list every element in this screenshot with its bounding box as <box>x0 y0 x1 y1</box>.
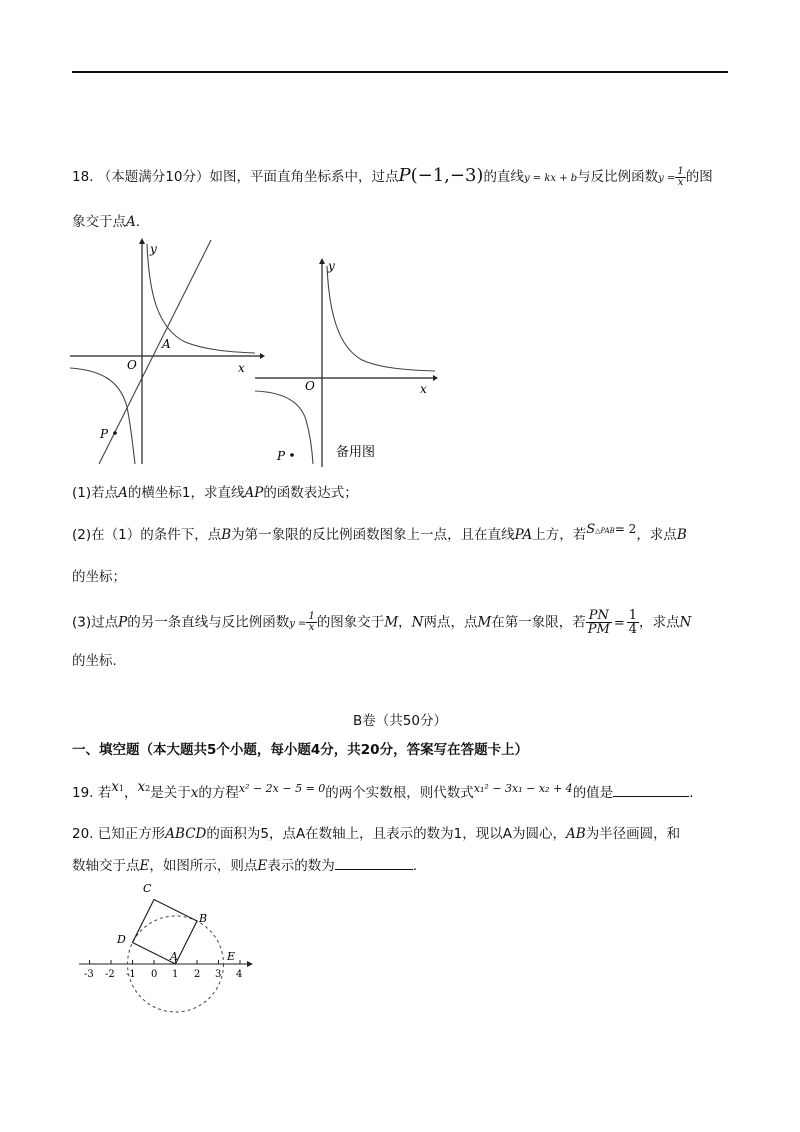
q18-func-fraction <box>675 167 685 188</box>
q19-x1 <box>111 779 124 795</box>
fig3-tick-label: 1 <box>172 969 179 980</box>
q19-end: . <box>689 785 694 801</box>
q20-line1 <box>72 824 680 844</box>
q18-line2-point: A <box>126 214 136 230</box>
sub2-area-val: = 2 <box>614 522 637 536</box>
q19-expression: x₁² − 3x₁ − x₂ + 4 <box>473 782 573 795</box>
q19-text-c: 的方程 <box>198 785 239 801</box>
q19-text-b: 是关于 <box>150 785 191 801</box>
fig3-label-e: E <box>227 950 236 963</box>
fig2-label-o: O <box>305 379 315 393</box>
q18-score: （本题满分10分） <box>97 169 210 185</box>
q20-figure <box>75 880 260 1020</box>
fig1-line-ap <box>99 240 211 464</box>
sub3-point: P <box>118 614 128 631</box>
q20-answer-blank[interactable] <box>335 855 413 870</box>
fig2-caption: 备用图 <box>336 445 376 460</box>
q20-number: 20. <box>72 826 94 842</box>
q18-func-lhs: y = <box>658 173 676 184</box>
q19-line <box>72 779 694 805</box>
q18-figure-spare <box>250 252 442 467</box>
q18-point-p-coords: (−1,−3) <box>410 165 484 186</box>
sub1-text-c: 的函数表达式； <box>263 485 358 501</box>
q19-x2 <box>138 779 151 795</box>
q18-text1: 如图，平面直角坐标系中，过点 <box>209 169 399 185</box>
sub3-ratio <box>586 609 612 636</box>
sub3-text-b: 的另一条直线与反比例函数 <box>127 614 290 631</box>
fig2-label-x: x <box>420 382 427 396</box>
fig1-point-p <box>113 431 117 435</box>
fig3-tick-label: 2 <box>194 969 201 980</box>
q20-point-e2: E <box>257 858 268 874</box>
fig1-hyperbola-q3 <box>70 368 135 464</box>
sub3-m: M <box>384 614 399 631</box>
sub3-func-den: x <box>308 622 315 633</box>
q19-x2-sub: 2 <box>145 784 151 793</box>
fig3-label-c: C <box>143 882 152 895</box>
sub3-m2: M <box>477 614 492 631</box>
sub1-point: A <box>118 485 128 501</box>
q18-sub2-line2 <box>72 567 126 587</box>
sub2-area-sub: △PAB <box>595 527 615 535</box>
fig3-tick-label: 4 <box>236 969 243 980</box>
q18-line2 <box>72 212 140 232</box>
q18-sub3 <box>72 609 691 636</box>
fig3-label-b: B <box>199 912 208 925</box>
q18-sub2 <box>72 522 687 547</box>
q18-func-den: x <box>677 176 684 188</box>
q18-point-p: P <box>398 165 411 186</box>
sub2-text-d: ，求点 <box>636 527 677 543</box>
section-b-title-text: B卷（共50分） <box>353 713 447 729</box>
q19-x1-sub: 1 <box>118 784 124 793</box>
section-b-part1-text: 一、填空题（本大题共5个小题，每小题4分，共20分，答案写在答题卡上） <box>72 742 529 758</box>
sub3-value <box>627 609 639 636</box>
sub3-func-lhs: y = <box>289 618 307 630</box>
sub2-area-expr <box>586 519 636 541</box>
q18-text3: 与反比例函数 <box>577 169 659 185</box>
sub3-func-num: 1 <box>308 611 315 622</box>
fig3-ticks <box>90 960 241 964</box>
q19-number: 19. <box>72 785 94 801</box>
fig1-label-a: A <box>162 337 171 351</box>
sub3-text-e: 在第一象限，若 <box>491 614 586 631</box>
sub3-func-fraction <box>306 612 316 633</box>
fig2-label-p: P <box>277 449 286 463</box>
fig3-square <box>133 900 198 965</box>
section-b-part1 <box>72 740 528 760</box>
q20-text-a: 已知正方形 <box>97 826 166 842</box>
sub3-comma: ， <box>398 614 412 631</box>
q20-line2-c: 表示的数为 <box>267 858 335 874</box>
q18-text2: 的直线 <box>483 169 524 185</box>
sub3-text-f: ，求点 <box>639 614 680 631</box>
fig2-hyperbola-q1 <box>327 266 435 371</box>
sub2-area-s: S <box>586 522 596 537</box>
top-rule <box>72 71 728 73</box>
sub3-eq: = <box>613 615 625 631</box>
fig3-arrow <box>247 961 253 967</box>
q20-text-b: 的面积为5，点A在数轴上，且表示的数为1，现以A为圆心， <box>206 826 567 842</box>
sub3-ratio-num: PN <box>586 609 612 623</box>
fig3-tick-label: -2 <box>105 969 115 980</box>
q19-equation: x² − 2x − 5 = 0 <box>238 782 326 795</box>
q18-figure-main <box>65 232 265 468</box>
sub3-line2-text: 的坐标. <box>72 653 117 669</box>
q20-ab: AB <box>566 826 586 842</box>
sub2-text-b: 为第一象限的反比例函数图象上一点，且在直线 <box>231 527 515 543</box>
q18-sub1 <box>72 483 358 503</box>
q18-line2-end: . <box>135 214 141 230</box>
fig3-tick-label: -3 <box>84 969 94 980</box>
sub2-text-c: 上方，若 <box>532 527 587 543</box>
sub1-line: AP <box>244 485 264 501</box>
sub2-line2-text: 的坐标； <box>72 569 126 585</box>
sub2-text-a: (2)在（1）的条件下，点 <box>72 527 222 543</box>
q18-line-eq: y = kx + b <box>523 173 578 184</box>
q20-text-c: 为半径画圆，和 <box>585 826 681 842</box>
sub3-text-c: 的图象交于 <box>316 614 385 631</box>
fig1-label-x: x <box>238 361 245 375</box>
fig2-label-y: y <box>328 259 335 273</box>
fig1-y-arrow <box>139 238 145 244</box>
q18-sub3-line2 <box>72 651 117 671</box>
fig2-point-p <box>290 453 294 457</box>
sub3-value-num: 1 <box>628 608 638 623</box>
fig3-tick-label: 0 <box>151 969 158 980</box>
fig3-tick-label: -1 <box>126 969 136 980</box>
fig1-label-p: P <box>100 427 109 441</box>
sub3-ratio-den: PM <box>587 622 610 637</box>
sub2-point2: B <box>676 527 687 543</box>
q20-end: . <box>412 858 418 874</box>
q19-x2-var: x <box>137 779 146 795</box>
fig2-y-arrow <box>319 258 325 264</box>
sub1-text-b: 的横坐标1，求直线 <box>127 485 245 501</box>
fig3-tick-labels <box>84 969 242 980</box>
section-b-title <box>0 711 800 731</box>
q20-line2 <box>72 855 417 876</box>
q20-square: ABCD <box>165 826 207 842</box>
sub3-n2: N <box>679 614 692 631</box>
q19-text-d: 的两个实数根，则代数式 <box>325 785 474 801</box>
sub3-n: N <box>411 614 424 631</box>
q19-comma: ， <box>124 785 138 801</box>
q19-var: x <box>190 785 199 801</box>
fig2-x-arrow <box>433 375 438 381</box>
sub3-value-den: 4 <box>628 622 638 637</box>
sub3-text-d: 两点，点 <box>423 614 478 631</box>
fig1-label-o: O <box>127 358 137 372</box>
fig1-label-y: y <box>150 242 157 256</box>
q20-point-e: E <box>139 858 150 874</box>
fig3-label-d: D <box>117 933 126 946</box>
q20-line2-b: ，如图所示，则点 <box>149 858 258 874</box>
q19-text-a: 若 <box>97 785 112 801</box>
q18-line2-text: 象交于点 <box>72 214 126 230</box>
q18-number: 18. <box>72 169 94 185</box>
q19-answer-blank[interactable] <box>613 782 689 797</box>
sub2-point: B <box>221 527 232 543</box>
q18-func-num: 1 <box>677 165 684 177</box>
sub2-line: PA <box>514 527 533 543</box>
fig3-tick-label: 3 <box>215 969 222 980</box>
sub3-text-a: (3)过点 <box>72 614 119 631</box>
fig3-label-a: A <box>170 950 178 963</box>
q18-text4: 的图 <box>685 169 713 185</box>
sub1-text-a: (1)若点 <box>72 485 119 501</box>
q18-line1 <box>72 166 713 189</box>
q19-x1-var: x <box>111 779 119 795</box>
q19-text-e: 的值是 <box>572 785 614 801</box>
q20-line2-a: 数轴交于点 <box>72 858 140 874</box>
